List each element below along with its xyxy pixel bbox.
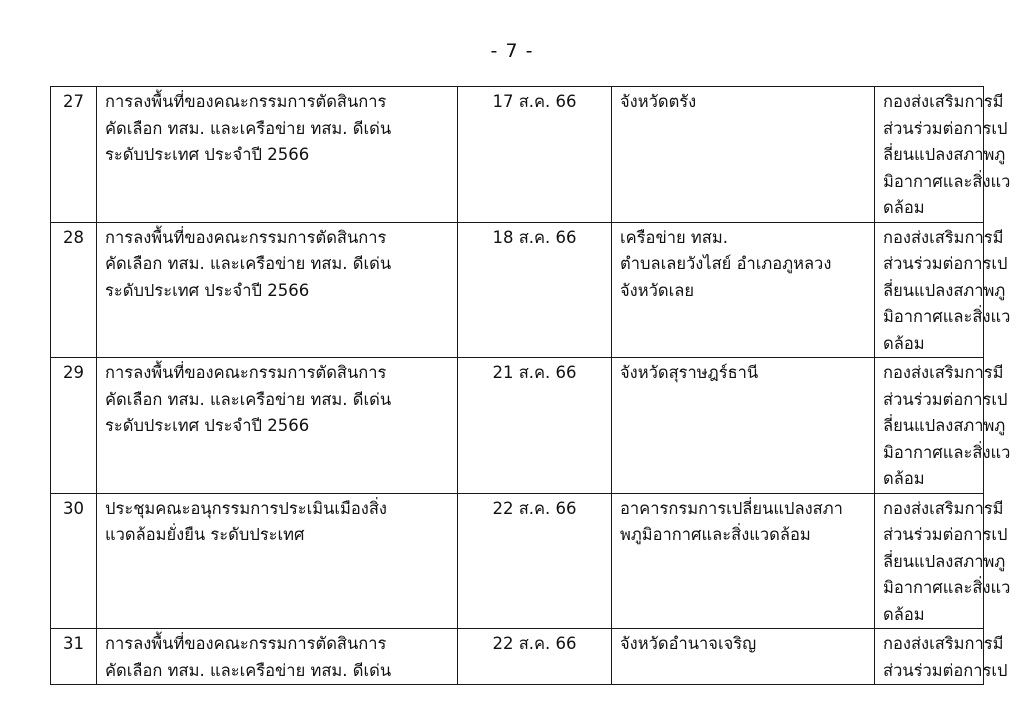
activity-cell bbox=[97, 629, 458, 685]
location-cell bbox=[612, 87, 875, 223]
location-line: เครือข่าย ทสม. bbox=[620, 227, 728, 247]
location-line: พภูมิอากาศและสิ่งแวดล้อม bbox=[620, 525, 811, 544]
activity-cell bbox=[97, 222, 458, 358]
activity-line: ระดับประเทศ ประจำปี 2566 bbox=[105, 280, 310, 300]
agency-line: ส่วนร่วมต่อการเป bbox=[883, 118, 1008, 138]
table-row bbox=[51, 358, 984, 494]
date-cell: 17 ส.ค. 66 bbox=[458, 87, 612, 223]
agency-line: กองส่งเสริมการมี bbox=[883, 498, 1004, 518]
date-cell: 22 ส.ค. 66 bbox=[458, 629, 612, 685]
agency-line: มิอากาศและสิ่งแว bbox=[883, 578, 1011, 597]
table-row bbox=[51, 493, 984, 629]
agency-line: ส่วนร่วมต่อการเป bbox=[883, 525, 1008, 544]
date-cell: 21 ส.ค. 66 bbox=[458, 358, 612, 494]
agency-line: ส่วนร่วมต่อการเป bbox=[883, 254, 1008, 273]
date-cell: 18 ส.ค. 66 bbox=[458, 222, 612, 358]
agency-line: กองส่งเสริมการมี bbox=[883, 227, 1004, 247]
activity-cell bbox=[97, 358, 458, 494]
activity-line: การลงพื้นที่ของคณะกรรมการตัดสินการ bbox=[105, 363, 387, 382]
location-cell bbox=[612, 629, 875, 685]
table-row bbox=[51, 629, 984, 685]
row-number-cell: 30 bbox=[51, 493, 97, 629]
location-line: จังหวัดตรัง bbox=[620, 92, 697, 111]
activity-line: แวดล้อมยั่งยืน ระดับประเทศ bbox=[105, 525, 305, 544]
activity-line: คัดเลือก ทสม. และเครือข่าย ทสม. ดีเด่น bbox=[105, 389, 392, 409]
location-line: อาคารกรมการเปลี่ยนแปลงสภา bbox=[620, 498, 843, 518]
row-number-cell: 27 bbox=[51, 87, 97, 223]
page-number: - 7 - bbox=[490, 40, 534, 62]
table-row bbox=[51, 87, 984, 223]
activity-line: คัดเลือก ทสม. และเครือข่าย ทสม. ดีเด่น bbox=[105, 118, 392, 138]
location-cell bbox=[612, 493, 875, 629]
activity-line: ระดับประเทศ ประจำปี 2566 bbox=[105, 145, 310, 164]
agency-cell bbox=[875, 222, 1011, 358]
agency-cell bbox=[875, 358, 1011, 494]
agency-line: ดล้อม bbox=[883, 604, 925, 624]
agency-line: ดล้อม bbox=[883, 469, 925, 488]
row-number-cell: 29 bbox=[51, 358, 97, 494]
agency-line: ลี่ยนแปลงสภาพภู bbox=[883, 280, 1006, 300]
activity-line: ระดับประเทศ ประจำปี 2566 bbox=[105, 416, 310, 435]
row-number-cell: 31 bbox=[51, 629, 97, 685]
location-line: ตำบลเลยวังไสย์ อำเภอภูหลวง bbox=[620, 254, 832, 273]
agency-line: มิอากาศและสิ่งแว bbox=[883, 171, 1011, 191]
activity-line: การลงพื้นที่ของคณะกรรมการตัดสินการ bbox=[105, 92, 387, 111]
location-cell bbox=[612, 358, 875, 494]
agency-cell bbox=[875, 493, 1011, 629]
agency-line: กองส่งเสริมการมี bbox=[883, 634, 1004, 653]
agency-cell bbox=[875, 629, 1008, 685]
date-cell: 22 ส.ค. 66 bbox=[458, 493, 612, 629]
agency-line: มิอากาศและสิ่งแว bbox=[883, 307, 1011, 326]
activity-line: การลงพื้นที่ของคณะกรรมการตัดสินการ bbox=[105, 227, 387, 247]
activity-line: การลงพื้นที่ของคณะกรรมการตัดสินการ bbox=[105, 634, 387, 653]
agency-line: มิอากาศและสิ่งแว bbox=[883, 442, 1011, 462]
activity-line: คัดเลือก ทสม. และเครือข่าย ทสม. ดีเด่น bbox=[105, 660, 392, 680]
location-line: จังหวัดเลย bbox=[620, 280, 695, 300]
location-cell bbox=[612, 222, 875, 358]
agency-line: ลี่ยนแปลงสภาพภู bbox=[883, 551, 1006, 571]
agency-line: ลี่ยนแปลงสภาพภู bbox=[883, 145, 1006, 164]
agency-line: กองส่งเสริมการมี bbox=[883, 363, 1004, 382]
agency-line: ดล้อม bbox=[883, 333, 925, 353]
location-line: จังหวัดสุราษฎร์ธานี bbox=[620, 363, 759, 382]
activity-line: ประชุมคณะอนุกรรมการประเมินเมืองสิ่ง bbox=[105, 498, 387, 518]
table-row bbox=[51, 222, 984, 358]
agency-cell bbox=[875, 87, 1011, 223]
location-line: จังหวัดอำนาจเจริญ bbox=[620, 634, 757, 653]
activity-cell bbox=[97, 493, 458, 629]
agency-line: ส่วนร่วมต่อการเป bbox=[883, 389, 1008, 409]
agency-line: ลี่ยนแปลงสภาพภู bbox=[883, 416, 1006, 435]
activity-line: คัดเลือก ทสม. และเครือข่าย ทสม. ดีเด่น bbox=[105, 254, 392, 273]
activity-cell bbox=[97, 87, 458, 223]
row-number-cell: 28 bbox=[51, 222, 97, 358]
agency-line: กองส่งเสริมการมี bbox=[883, 92, 1004, 111]
agency-line: ดล้อม bbox=[883, 198, 925, 217]
agency-line: ส่วนร่วมต่อการเป bbox=[883, 660, 1008, 680]
activity-schedule-table bbox=[50, 86, 1011, 685]
